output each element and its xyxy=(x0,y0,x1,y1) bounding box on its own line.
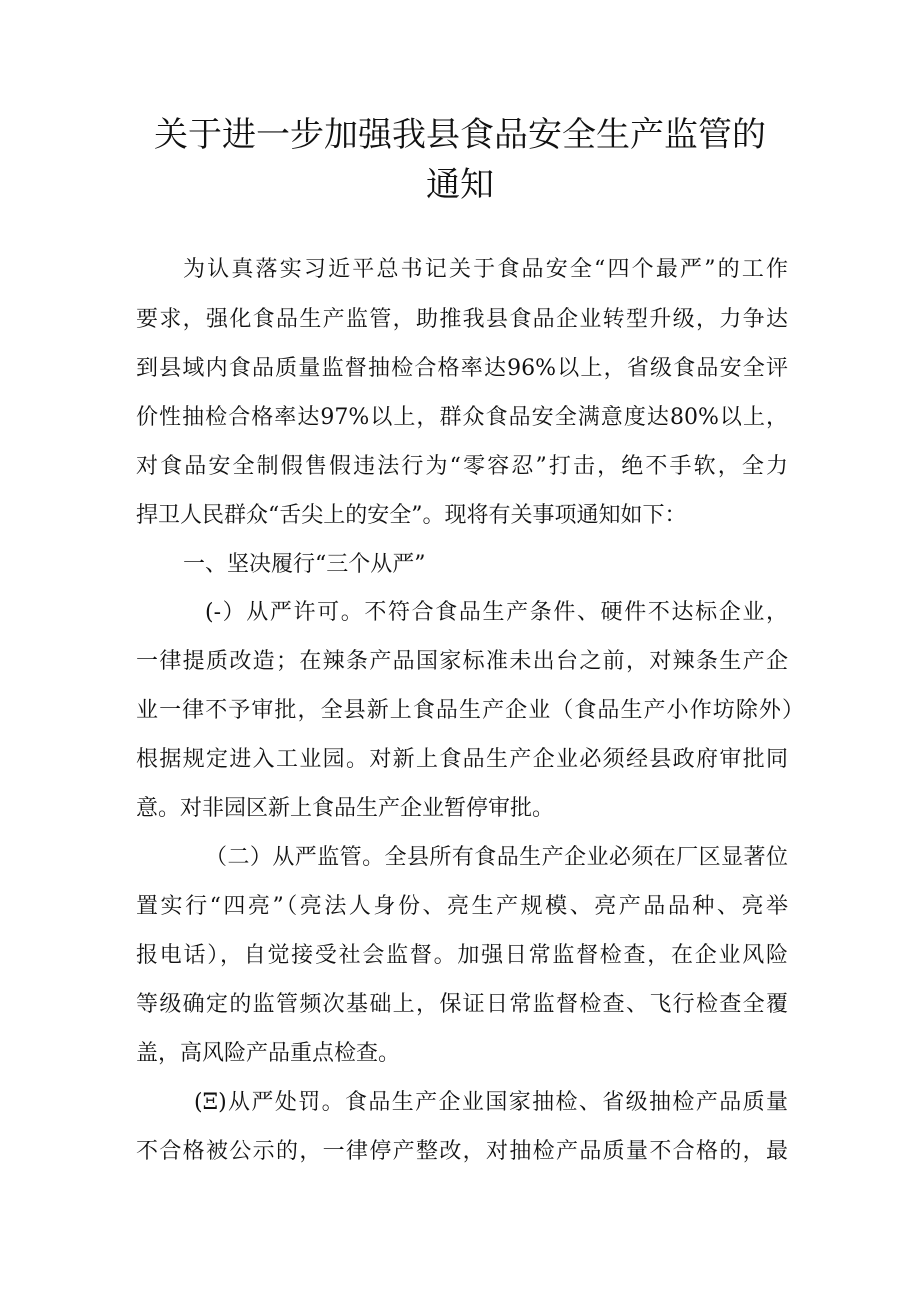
paragraph-4-line-2: 不合格被公示的，一律停产整改，对抽检产品质量不合格的，最 xyxy=(136,1139,788,1164)
section-heading-1: 一、坚决履行“三个从严” xyxy=(183,552,426,577)
paragraph-3-line-5: 盖，高风险产品重点检查。 xyxy=(136,1041,401,1066)
paragraph-2-line-1: (-）从严许可。不符合食品生产条件、硬件不达标企业， xyxy=(205,600,788,625)
paragraph-1-line-3: 到县域内食品质量监督抽检合格率达96%以上，省级食品安全评 xyxy=(136,356,788,381)
paragraph-2-line-5: 意。对非园区新上食品生产企业暂停审批。 xyxy=(136,796,555,821)
paragraph-1-line-2: 要求，强化食品生产监管，助推我县食品企业转型升级，力争达 xyxy=(136,307,788,332)
paragraph-1-line-4: 价性抽检合格率达97%以上，群众食品安全满意度达80%以上， xyxy=(136,405,788,430)
paragraph-1-line-6: 捍卫人民群众“舌尖上的安全”。现将有关事项通知如下： xyxy=(136,503,687,528)
paragraph-3-line-2: 置实行“四亮”（亮法人身份、亮生产规模、亮产品品种、亮举 xyxy=(136,894,788,919)
document-title-line-2: 通知 xyxy=(426,165,494,205)
paragraph-3-line-4: 等级确定的监管频次基础上，保证日常监督检查、飞行检查全覆 xyxy=(136,992,788,1017)
paragraph-1-line-5: 对食品安全制假售假违法行为“零容忍”打击，绝不手软，全力 xyxy=(136,454,788,479)
document-title-line-1: 关于进一步加强我县食品安全生产监管的 xyxy=(154,115,766,155)
paragraph-1-line-1: 为认真落实习近平总书记关于食品安全“四个最严”的工作 xyxy=(183,257,788,282)
paragraph-2-line-2: 一律提质改造；在辣条产品国家标准未出台之前，对辣条生产企 xyxy=(136,649,788,674)
paragraph-4-line-1: (Ξ)从严处罚。食品生产企业国家抽检、省级抽检产品质量 xyxy=(194,1090,788,1115)
paragraph-2-line-4: 根据规定进入工业园。对新上食品生产企业必须经县政府审批同 xyxy=(136,747,788,772)
paragraph-3-line-3: 报电话），自觉接受社会监督。加强日常监督检查，在企业风险 xyxy=(136,943,788,968)
paragraph-2-line-3: 业一律不予审批，全县新上食品生产企业（食品生产小作坊除外） xyxy=(136,698,804,723)
paragraph-3-line-1: （二）从严监管。全县所有食品生产企业必须在厂区显著位 xyxy=(205,845,788,870)
